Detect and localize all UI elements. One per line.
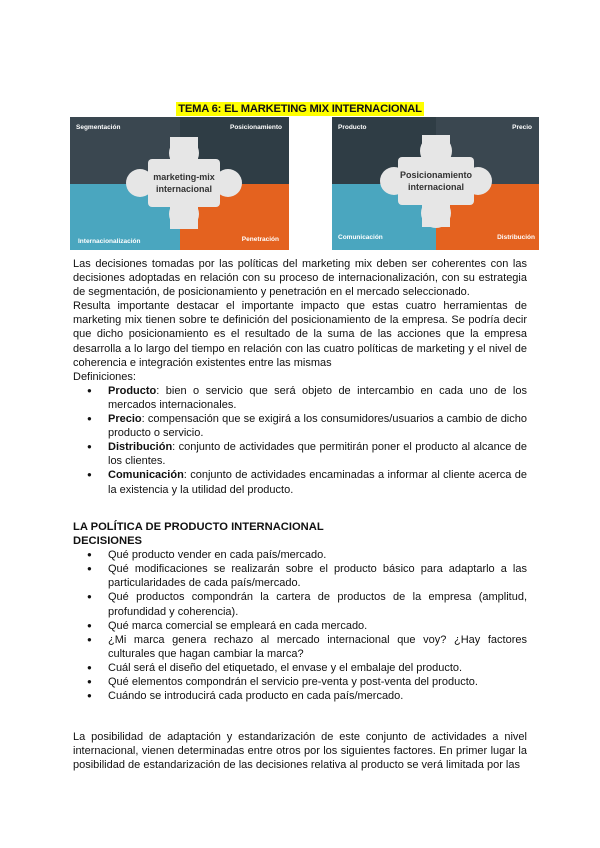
definitions-list bbox=[73, 384, 527, 497]
decision-item: ● Cuál será el diseño del etiquetado, el envase y el embalaje del producto. bbox=[73, 661, 527, 675]
definition-text: : conjunto de actividades que permitirán poner el producto al alcance de los clientes. bbox=[108, 441, 527, 468]
puzzle-label-top-right: Precio bbox=[512, 124, 532, 131]
page-title bbox=[0, 99, 600, 117]
definitions-label: Definiciones: bbox=[73, 370, 136, 383]
decision-item: ● Qué elementos compondrán el servicio pre-venta y post-venta del producto. bbox=[73, 675, 527, 689]
puzzle-image-left bbox=[70, 117, 289, 250]
puzzle-label-bottom-right: Distribución bbox=[497, 234, 535, 241]
definition-item bbox=[73, 440, 527, 468]
definition-term: Precio bbox=[108, 413, 142, 426]
puzzle-center-line-2: internacional bbox=[155, 184, 213, 194]
decisions-list bbox=[73, 548, 527, 703]
puzzle-label-bottom-left: Internacionalización bbox=[78, 238, 141, 245]
section-subheading: DECISIONES bbox=[73, 535, 143, 548]
intro-section bbox=[73, 257, 527, 497]
puzzle-label-top-left: Producto bbox=[338, 124, 367, 131]
intro-paragraph-1: Las decisiones tomadas por las políticas del marketing mix deben ser coherentes con las decisiones adoptadas en relación con su proceso de internacionalización, con su estrategia de segmentación, de posicionamiento y penetración en el mercado seleccionado. bbox=[73, 258, 527, 299]
puzzle-label-top-left: Segmentación bbox=[76, 124, 121, 131]
intro-paragraph-2: Resulta importante destacar el importante impacto que estas cuatro herramientas de marketing mix tienen sobre te definición del posicionamiento de la empresa. Se podría decir que dicho posicionamiento es el resultado de la suma de las acciones que la empresa desarrolla a lo largo del tiempo en relación con las cuatro políticas de marketing y el nivel de coherencia e integración existentes entre las mismas bbox=[73, 300, 527, 369]
decision-item: ● Qué productos compondrán la cartera de productos de la empresa (amplitud, profundidad y coherencia). bbox=[73, 590, 527, 618]
decision-item: ● Qué producto vender en cada país/mercado. bbox=[73, 548, 527, 562]
page-title-text: TEMA 6: EL MARKETING MIX INTERNACIONAL bbox=[178, 103, 422, 115]
puzzle-label-top-right: Posicionamiento bbox=[229, 124, 282, 131]
puzzle-image-right bbox=[332, 117, 539, 250]
definition-item bbox=[73, 384, 527, 412]
definition-text: : bien o servicio que será objeto de intercambio en cada uno de los mercados internacionales. bbox=[108, 384, 527, 411]
decision-item: ● Qué marca comercial se empleará en cada mercado. bbox=[73, 619, 527, 633]
decision-item: ● Cuándo se introducirá cada producto en cada país/mercado. bbox=[73, 689, 527, 703]
definition-item bbox=[73, 412, 527, 440]
closing-section bbox=[73, 730, 527, 772]
decision-item: ● ¿Mi marca genera rechazo al mercado internacional que voy? ¿Hay factores culturales que hagan cambiar la marca? bbox=[73, 633, 527, 661]
definition-text: : conjunto de actividades encaminadas a informar al cliente acerca de la existencia y la utilidad del producto. bbox=[108, 469, 527, 496]
puzzle-center-line-1: marketing-mix bbox=[153, 172, 215, 182]
section-heading: LA POLÍTICA DE PRODUCTO INTERNACIONAL bbox=[73, 521, 324, 533]
definition-item bbox=[73, 468, 527, 496]
definition-term: Comunicación bbox=[108, 469, 184, 482]
definition-text: : compensación que se exigirá a los consumidores/usuarios a cambio de dicho producto o servicio. bbox=[108, 413, 527, 440]
puzzle-label-bottom-left: Comunicación bbox=[338, 234, 383, 241]
decision-item: ● Qué modificaciones se realizarán sobre el producto básico para adaptarlo a las particularidades de cada país/mercado. bbox=[73, 562, 527, 590]
product-policy-section bbox=[73, 520, 527, 703]
puzzle-center-line-1: Posicionamiento bbox=[399, 170, 473, 180]
closing-paragraph: La posibilidad de adaptación y estandarización de este conjunto de actividades a nivel internacional, vienen determinadas entre otros por los siguientes factores. En primer lugar la posibilidad de estandarización de las decisiones relativa al producto se verá limitada por las bbox=[73, 731, 527, 772]
puzzle-center-line-2: internacional bbox=[407, 182, 465, 192]
definition-term: Producto bbox=[108, 384, 157, 397]
definition-term: Distribución bbox=[108, 441, 173, 454]
puzzle-label-bottom-right: Penetración bbox=[241, 236, 279, 243]
